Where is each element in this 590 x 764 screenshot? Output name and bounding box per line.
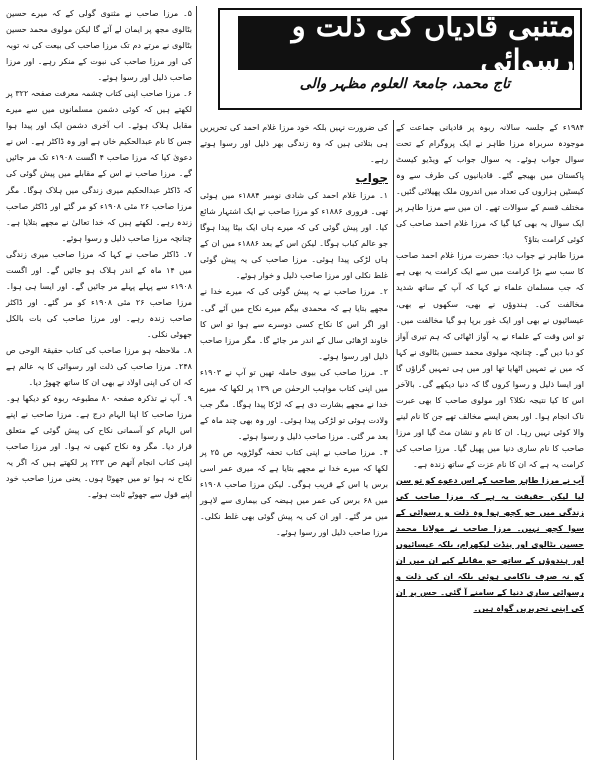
column-divider [393, 120, 394, 760]
column-left [6, 6, 192, 760]
numbered-item: ۴۔ مرزا صاحب نے اپنی کتاب تحفہ گولڑویہ ص ۲۵ پر لکھا کہ میرے خدا نے مجھے بتایا ہے کہ میری عمر اسی برس یا اس کے قریب ہوگی۔ لیکن مرزا صاحب ۱۹۰۸ء میں ۶۸ برس کی عمر میں ہیضہ کی بیماری سے لاہور میں مر گئے۔ اور ان کی یہ پیش گوئی بھی غلط نکلی۔ مرزا صاحب ذلیل اور رسوا ہوئے۔ [200, 447, 388, 538]
numbered-item: ۳۔ مرزا صاحب کی بیوی حاملہ تھیں تو آپ نے ۱۹۰۳ء میں اپنی کتاب مواہب الرحمٰن ص ۱۳۹ پر لکھا کہ میرے خدا نے مجھے بشارت دی ہے کہ لڑکا پیدا ہوگا۔ مگر جب ولادت ہوئی تو لڑکی پیدا ہوئی۔ اور وہ بھی چند ماہ کے بعد مر گئی۔ مرزا صاحب ذلیل و رسوا ہوئے۔ [200, 367, 388, 441]
numbered-item: ۱۔ مرزا غلام احمد کی شادی نومبر ۱۸۸۴ء میں ہوئی تھی۔ فروری ۱۸۸۶ء کو مرزا صاحب نے ایک اشتہار شائع کیا۔ اور پیش گوئی کی کہ میرے ہاں ایک بیٹا پیدا ہوگا جو عالم کباب ہوگا۔ لیکن اس کے بعد ۱۸۸۶ء میں ان کے ہاں لڑکی پیدا ہوئی۔ مرزا صاحب کی یہ پیش گوئی غلط نکلی اور مرزا صاحب ذلیل و خوار ہوئے۔ [200, 191, 388, 281]
paragraph: مرزا طاہر نے جواب دیا: حضرت مرزا غلام احمد صاحب کا سب سے بڑا کرامت میں سے ایک کرامت یہ بھی ہے کہ جب مسلمان علماء نے کہا کہ آپ کے ساتھ شدید مخالفت کی۔ ہندوؤں نے بھی، سکھوں نے بھی، عیسائیوں نے بھی اور ایک غور برپا ہو گیا مخالفت میں۔ تو اس وقت کے علماء نے یہ آواز اٹھائی کہ ہم تیری آواز کو دبا دیں گے۔ چنانچہ مولوی محمد حسین بٹالوی نے کہا کہ میں نے تمہیں اٹھایا تھا اور میں ہی تمہیں گراؤں گا اور ایسا ذلیل و رسوا کروں گا کہ دنیا دیکھے گی۔ بالآخر اس کا کیا نتیجہ نکلا؟ اور مولوی صاحب کا بھی عبرت ناک انجام ہوا۔ اور بعض ایسے مخالف تھے جن کا نام لینے والا کوئی نہیں رہا۔ ان کا نام و نشان مٹ گیا اور مرزا صاحب کا نام ساری دنیا میں پھیل گیا۔ مرزا صاحب کی کرامت یہ ہے کہ ان کا نام عزت کے ساتھ زندہ ہے۔ [396, 251, 584, 469]
numbered-item: ۲۔ مرزا صاحب نے یہ پیش گوئی کی کہ میرے خدا نے مجھے بتایا ہے کہ محمدی بیگم میرے نکاح میں آئے گی۔ اور اگر اس کا نکاح کسی دوسرے سے ہوا تو اس کا خاوند اڑھائی سال کے اندر مر جائے گا۔ مگر مرزا صاحب ذلیل اور رسوا ہوئے۔ [200, 287, 388, 361]
numbered-item: ۶۔ مرزا صاحب اپنی کتاب چشمہ معرفت صفحہ ۳۲۲ پر لکھتے ہیں کہ کوئی دشمن مسلمانوں میں سے میرے مقابل ہلاک ہوئے۔ اب آخری دشمن ایک اور پیدا ہوا جس کا نام عبدالحکیم خاں ہے اور وہ ڈاکٹر ہے۔ اس نے دعویٰ کیا کہ مرزا صاحب ۴ اگست ۱۹۰۸ء تک مر جائیں گے۔ مرزا صاحب نے اس کے مقابلے میں پیش گوئی کی کہ ڈاکٹر عبدالحکیم میری زندگی میں ہلاک ہوگا۔ مگر مرزا صاحب ۲۶ مئی ۱۹۰۸ء کو مر گئے اور ڈاکٹر صاحب زندہ رہے۔ لکھتے ہیں کہ خدا تعالیٰ نے مجھے بتلایا ہے۔ چنانچہ مرزا صاحب ذلیل و رسوا ہوئے۔ [6, 89, 193, 243]
paragraph: ۱۹۸۴ء کے جلسہ سالانہ ربوہ پر قادیانی جماعت کے موجودہ سربراہ مرزا طاہر نے ایک پروگرام کے تحت سوال جواب ہوئے۔ یہ سوال جواب کے ویڈیو کیسٹ پاکستان میں بھیجے گئے۔ قادیانیوں کی طرف سے وہ کیسٹیں ہزاروں کی تعداد میں اندرون ملک پھیلائی گئیں۔ مختلف قسم کے سوالات تھے۔ ان میں سے مرزا طاہر پر ایک سوال یہ بھی کیا گیا کہ مرزا غلام احمد صاحب کی کوئی کرامت بتاؤ؟ [396, 123, 584, 245]
article-title [238, 9, 574, 77]
numbered-item: ۵۔ مرزا صاحب نے مثنوی گولی کے کہ میرے حسین بٹالوی مجھ پر ایمان لے آئے گا لیکن مولوی محمد حسین بٹالوی نے مرتے دم تک مرزا صاحب کی بیعت کی نہ توبہ کی اور مرزا صاحب کی نبوت کے منکر رہے۔ اور مرزا صاحب ذلیل اور رسوا ہوئے۔ [6, 9, 192, 83]
paragraph: کی ضرورت نہیں بلکہ خود مرزا غلام احمد کی تحریریں ہی بتلاتی ہیں کہ وہ زندگی بھر ذلیل اور رسوا ہوتے رہے۔ [200, 123, 388, 165]
column-middle [200, 120, 388, 760]
article-title-text: متنبی قادیاں کی ذلت و رسوائی [291, 9, 574, 77]
numbered-item: ۸۔ ملاحظہ ہو مرزا صاحب کی کتاب حقیقۃ الوحی ص ۲۴۸۔ مرزا صاحب کی ذلت اور رسوائی کا یہ عالم ہے کہ ان کی اپنی اولاد نے بھی ان کا ساتھ چھوڑ دیا۔ [6, 345, 192, 388]
column-right [396, 120, 584, 760]
paragraph: آپ نے مرزا طاہر صاحب کے اس دعوے کو تو سن لیا لیکن حقیقت یہ ہے کہ مرزا صاحب کی زندگی میں جو کچھ ہوا وہ ذلت و رسوائی کے سوا کچھ نہیں۔ مرزا صاحب نے مولانا محمد حسین بٹالوی اور پنڈت لیکھرام، بلکہ عیسائیوں اور ہندوؤں کے ساتھ جو مقابلے کیے ان میں ان کو نہ صرف ناکامی ہوئی بلکہ ان کی ذلت و رسوائی ساری دنیا کے سامنے آ گئی۔ جس پر ان کی اپنی تحریریں گواہ ہیں۔ [396, 476, 584, 614]
article-banner [218, 8, 582, 110]
numbered-item: ۹۔ آپ نے تذکرہ صفحہ ۸۰ مطبوعہ ربوہ کو دیکھا ہو۔ مرزا صاحب کا اپنا الہام درج ہے۔ مرزا صاحب نے اپنے اس الہام کو آسمانی نکاح کی پیش گوئی کے متعلق قرار دیا۔ مگر وہ نکاح کبھی نہ ہوا۔ اور مرزا صاحب اپنی کتاب انجام آتھم ص ۲۲۳ پر لکھتے ہیں کہ اگر یہ نکاح نہ ہوا تو میں جھوٹا ہوں۔ یعنی مرزا صاحب خود اپنے قول سے جھوٹے ثابت ہوئے۔ [6, 394, 192, 500]
article-author: تاج محمد، جامعۃ العلوم مظہر والی [299, 76, 511, 92]
numbered-item: ۷۔ ڈاکٹر صاحب نے کہا کہ مرزا صاحب میری زندگی میں ۱۴ ماہ کے اندر ہلاک ہو جائیں گے۔ اور اگست ۱۹۰۸ء سے پہلے پہلے مر جائیں گے۔ اور ایسا ہی ہوا۔ مرزا صاحب ۲۶ مئی ۱۹۰۸ء کو مر گئے۔ اور ڈاکٹر صاحب زندہ رہے۔ اور مرزا صاحب کی بات بالکل جھوٹی نکلی۔ [6, 249, 192, 339]
section-heading: جواب [355, 171, 388, 186]
column-divider [196, 6, 197, 760]
